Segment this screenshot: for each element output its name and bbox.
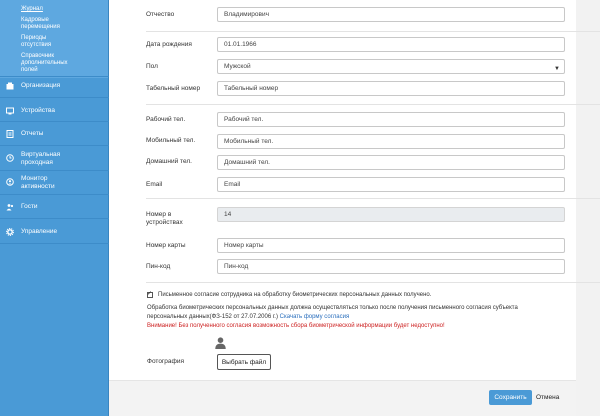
nav-divider [0, 145, 109, 146]
cancel-button[interactable]: Отмена [536, 394, 560, 401]
work-phone-label: Рабочий тел. [146, 116, 186, 123]
gender-label: Пол [146, 63, 158, 70]
card-number-input[interactable]: Номер карты [217, 238, 565, 253]
section-divider [146, 282, 600, 283]
device-number-label: Номер в устройствах [146, 211, 183, 226]
section-divider [146, 104, 600, 105]
save-button[interactable]: Сохранить [489, 390, 532, 405]
choose-file-button[interactable]: Выбрать файл [217, 354, 271, 370]
sidebar-subpanel [0, 0, 108, 78]
card-number-label: Номер карты [146, 242, 186, 249]
guests-icon [6, 203, 14, 211]
nav-organization-label: Организация [21, 82, 61, 89]
birthdate-input[interactable]: 01.01.1966 [217, 37, 565, 52]
nav-divider [0, 243, 109, 244]
consent-note-line2-row [147, 313, 349, 321]
section-divider [146, 31, 600, 32]
sidebar-subitem-extra-fields[interactable]: Справочник дополнительных полей [21, 53, 68, 73]
photo-label: Фотография [147, 358, 185, 365]
nav-divider [0, 218, 109, 219]
nav-divider [0, 170, 109, 171]
nav-activity-monitor[interactable] [0, 175, 109, 191]
report-icon [6, 130, 14, 138]
tab-number-input[interactable]: Табельный номер [217, 81, 565, 96]
patronymic-label: Отчество [146, 11, 175, 18]
nav-organization[interactable] [0, 82, 109, 90]
work-phone-input[interactable]: Рабочий тел. [217, 112, 565, 127]
nav-divider [0, 194, 109, 195]
gender-select-value: Мужской [224, 63, 251, 70]
avatar-placeholder-icon [215, 337, 226, 349]
consent-label: Письменное согласие сотрудника на обработку биометрических персональных данных получено. [158, 292, 432, 298]
nav-reports[interactable] [0, 130, 109, 138]
download-consent-link[interactable]: Скачать форму согласия [279, 314, 350, 320]
consent-note-line1: Обработка биометрических персональных данных должна осуществляться только после получения письменного согласия субъекта [147, 305, 518, 311]
email-input[interactable]: Email [217, 177, 565, 192]
nav-devices[interactable] [0, 107, 109, 115]
birthdate-label: Дата рождения [146, 41, 192, 48]
nav-divider [0, 121, 109, 122]
nav-divider [0, 97, 109, 98]
nav-virtual-checkpoint-label: Виртуальная проходная [21, 151, 61, 166]
nav-virtual-checkpoint[interactable] [0, 151, 109, 167]
home-phone-input[interactable]: Домашний тел. [217, 155, 565, 170]
gear-icon [6, 228, 14, 236]
nav-reports-label: Отчеты [21, 130, 44, 137]
sidebar-subitem-transfers[interactable]: Кадровые перемещения [21, 17, 60, 30]
gender-select[interactable] [217, 59, 565, 74]
nav-management[interactable] [0, 228, 109, 236]
mobile-phone-input[interactable]: Мобильный тел. [217, 134, 565, 149]
sidebar [0, 0, 109, 416]
nav-divider [0, 76, 109, 77]
device-number-input: 14 [217, 207, 565, 222]
tab-number-label: Табельный номер [146, 85, 201, 92]
consent-note-line2: персональных данных(ФЗ-152 от 27.07.2006 г.) [147, 314, 278, 320]
sidebar-subitem-journal[interactable]: Журнал [21, 6, 43, 12]
mobile-phone-label: Мобильный тел. [146, 137, 196, 144]
consent-checkbox[interactable] [147, 292, 153, 298]
section-divider [146, 198, 600, 199]
consent-warning: Внимание! Без полученного согласия возможность сбора биометрической информации будет недоступно! [147, 323, 445, 329]
user-monitor-icon [6, 178, 14, 186]
home-phone-label: Домашний тел. [146, 158, 192, 165]
page-scroll-gutter [576, 0, 600, 416]
email-label: Email [146, 181, 163, 188]
chevron-down-icon: ▼ [554, 66, 560, 72]
clock-icon [6, 154, 14, 162]
sidebar-subitem-absences[interactable]: Периоды отсутствия [21, 35, 52, 48]
patronymic-input[interactable]: Владимирович [217, 7, 565, 22]
consent-row [147, 292, 431, 298]
nav-activity-monitor-label: Монитор активности [21, 175, 55, 190]
nav-management-label: Управление [21, 228, 58, 235]
nav-guests-label: Гости [21, 203, 38, 210]
pin-label: Пин-код [146, 263, 171, 270]
building-icon [6, 82, 14, 90]
nav-guests[interactable] [0, 203, 109, 211]
pin-input[interactable]: Пин-код [217, 259, 565, 274]
device-icon [6, 107, 14, 115]
employee-form [109, 0, 600, 416]
nav-devices-label: Устройства [21, 107, 56, 114]
